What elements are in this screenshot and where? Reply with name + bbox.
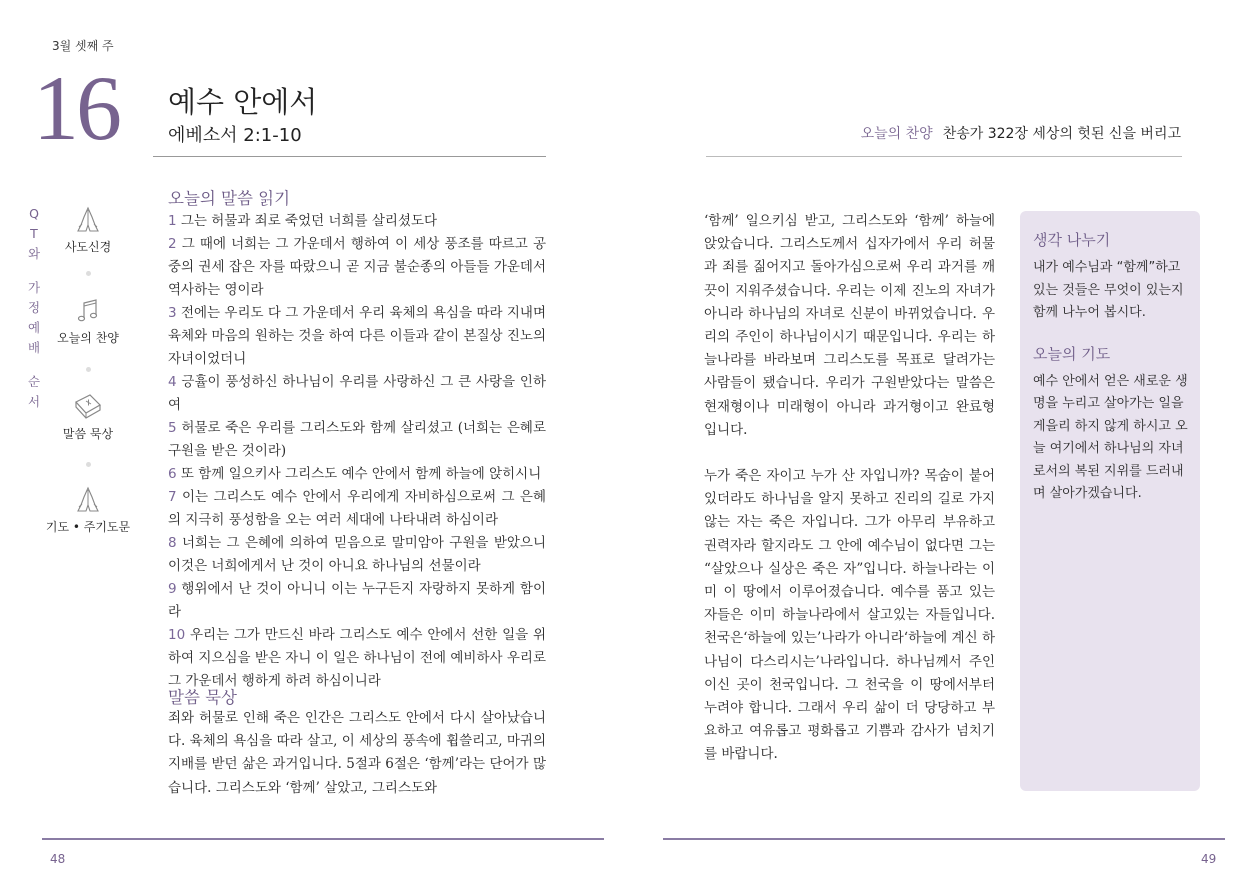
footer-divider-left <box>42 838 604 840</box>
order-item-label: 오늘의 찬양 <box>57 331 119 345</box>
verse-number: 6 <box>168 466 177 482</box>
vertical-char: 정 <box>27 300 41 315</box>
order-separator-dot <box>86 367 91 372</box>
music-note-icon <box>73 296 103 326</box>
hymn-line <box>861 123 1181 143</box>
meditation-paragraph: 누가 죽은 자이고 누가 산 자입니까? 목숨이 붙어있더라도 하나님을 알지 못하고 진리의 길로 가지 않는 자는 죽은 자입니다. 그가 아무리 부유하고 권력자라 할지라도 그 안에 예수님이 없다면 그는 “살았으나 실상은 죽은 자”입니다. 하늘나라는 이미 이 땅에서 이루어졌습니다. 예수를 품고 있는 자들은 이미 하늘나라에서 살고있는 자들입니다. 천국은‘하늘에 있는’나라가 아니라‘하늘에 계신 하나님이 다스리시는’나라입니다. 하나님께서 주인이신 곳이 천국입니다. 그 천국을 이 땅에서부터 누려야 합니다. 그래서 우리 삶이 더 당당하고 부요하고 여유롭고 평화롭고 기쁨과 감사가 넘치기를 바랍니다. <box>704 468 995 763</box>
verse-text: 또 함께 일으키사 그리스도 예수 안에서 함께 하늘에 앉히시니 <box>180 466 542 482</box>
verse <box>168 463 546 486</box>
order-item-meditation <box>38 390 138 442</box>
meditation-text-left <box>168 707 546 800</box>
page-title: 예수 안에서 <box>168 85 318 119</box>
vertical-char: 와 <box>27 246 41 261</box>
header-divider-left <box>153 156 546 157</box>
meditation-heading: 말씀 묵상 <box>168 688 238 707</box>
verse-text: 너희는 그 은혜에 의하여 믿음으로 말미암아 구원을 받았으니 이것은 너희에게서 난 것이 아니요 하나님의 선물이라 <box>168 535 546 574</box>
hymn-text: 찬송가 322장 세상의 헛된 신을 버리고 <box>942 126 1181 142</box>
verse-number: 7 <box>168 489 177 505</box>
reflection-sidebar <box>1020 211 1200 791</box>
praying-hands-icon <box>73 205 103 235</box>
verse <box>168 486 546 532</box>
vertical-char: 서 <box>27 394 41 409</box>
verses-block <box>168 210 546 693</box>
verse-text: 허물로 죽은 우리를 그리스도와 함께 살리셨고 (너희는 은혜로 구원을 받은 것이라) <box>168 420 546 459</box>
verse <box>168 302 546 371</box>
verse-number: 2 <box>168 236 177 252</box>
verse <box>168 624 546 693</box>
verse-text: 행위에서 난 것이 아니니 이는 누구든지 자랑하지 못하게 함이라 <box>168 581 546 620</box>
order-item-label: 사도신경 <box>64 240 112 254</box>
order-item-label: 기도 • 주기도문 <box>45 520 131 534</box>
vertical-char: 순 <box>27 374 41 389</box>
verse <box>168 417 546 463</box>
order-separator-dot <box>86 271 91 276</box>
verse-number: 1 <box>168 213 177 229</box>
meditation-text-right <box>704 210 995 767</box>
verse-number: 3 <box>168 305 177 321</box>
vertical-gap <box>26 358 42 372</box>
bible-icon <box>72 390 104 422</box>
prayer-text: 예수 안에서 얻은 새로운 생명을 누리고 살아가는 일을 게을리 하지 않게 하시고 오늘 여기에서 하나님의 자녀로서의 복된 지위를 드러내며 살아가겠습니다. <box>1033 373 1188 501</box>
order-item-hymn <box>38 296 138 346</box>
verse-number: 4 <box>168 374 177 390</box>
verse-number: 5 <box>168 420 177 436</box>
verse-text: 그는 허물과 죄로 죽었던 너희를 살리셨도다 <box>180 213 438 229</box>
reading-heading: 오늘의 말씀 읽기 <box>168 189 291 208</box>
verse-number: 10 <box>168 627 186 643</box>
page-number-left: 48 <box>50 852 66 866</box>
verse-number: 8 <box>168 535 177 551</box>
week-label: 3월 셋째 주 <box>52 39 114 53</box>
verse-text: 전에는 우리도 다 그 가운데서 우리 육체의 욕심을 따라 지내며 육체와 마음의 원하는 것을 하여 다른 이들과 같이 본질상 진노의 자녀이었더니 <box>168 305 546 367</box>
verse-text: 이는 그리스도 예수 안에서 우리에게 자비하심으로써 그 은혜의 지극히 풍성함을 오는 여러 세대에 나타내려 하심이라 <box>168 489 546 528</box>
vertical-char: T <box>30 226 38 241</box>
vertical-char: Q <box>29 206 39 221</box>
verse <box>168 578 546 624</box>
verse <box>168 371 546 417</box>
footer-divider-right <box>663 838 1225 840</box>
vertical-char: 배 <box>27 340 41 355</box>
hymn-label: 오늘의 찬양 <box>860 126 933 142</box>
verse-number: 9 <box>168 581 177 597</box>
order-item-creed <box>38 205 138 255</box>
vertical-gap <box>26 264 42 278</box>
prayer-heading: 오늘의 기도 <box>1033 344 1111 363</box>
vertical-char: 예 <box>27 320 41 335</box>
order-item-prayer <box>38 485 138 535</box>
meditation-paragraph: ‘함께’ 일으키심 받고, 그리스도와 ‘함께’ 하늘에 앉았습니다. 그리스도께서 십자가에서 우리 허물과 죄를 짊어지고 돌아가심으로써 우리 과거를 깨끗이 지워주셨습니다. 우리는 이제 진노의 자녀가 아니라 하나님의 자녀로 신분이 바뀌었습니다. 우리의 주인이 하나님이시기 때문입니다. 우리는 하늘나라를 바라보며 그리스도를 목표로 달려가는 사람들이 됐습니다. 우리가 구원받았다는 말씀은 현재형이나 미래형이 아니라 과거형이고 완료형입니다. <box>704 213 995 438</box>
verse-text: 그 때에 너희는 그 가운데서 행하여 이 세상 풍조를 따르고 공중의 권세 잡은 자를 따랐으니 곧 지금 불순종의 아들들 가운데서 역사하는 영이라 <box>168 236 546 298</box>
verse <box>168 233 546 302</box>
verse-text: 우리는 그가 만드신 바라 그리스도 예수 안에서 선한 일을 위하여 지으심을 받은 자니 이 일은 하나님이 전에 예비하사 우리로 그 가운데서 행하게 하려 하심이니라 <box>168 627 547 689</box>
scripture-reference: 에베소서 2:1-10 <box>168 125 302 146</box>
share-heading: 생각 나누기 <box>1033 231 1111 249</box>
day-number: 16 <box>33 57 119 159</box>
share-text: 내가 예수님과 “함께”하고 있는 것들은 무엇이 있는지 함께 나누어 봅시다. <box>1033 260 1184 320</box>
meditation-paragraph: 죄와 허물로 인해 죽은 인간은 그리스도 안에서 다시 살아났습니다. 육체의 욕심을 따라 살고, 이 세상의 풍속에 휩쓸리고, 마귀의 지배를 받던 삶은 과거입니다. 5절과 6절은 ‘함께’라는 단어가 많습니다. 그리스도와 ‘함께’ 살았고, 그리스도와 <box>168 710 546 796</box>
verse-text: 긍휼이 풍성하신 하나님이 우리를 사랑하신 그 큰 사랑을 인하여 <box>168 374 546 413</box>
praying-hands-icon <box>73 485 103 515</box>
verse <box>168 210 546 233</box>
order-separator-dot <box>86 462 91 467</box>
header-divider-right <box>706 156 1182 157</box>
vertical-char: 가 <box>27 280 41 295</box>
order-item-label: 말씀 묵상 <box>62 427 114 441</box>
page-number-right: 49 <box>1201 852 1217 866</box>
verse <box>168 532 546 578</box>
